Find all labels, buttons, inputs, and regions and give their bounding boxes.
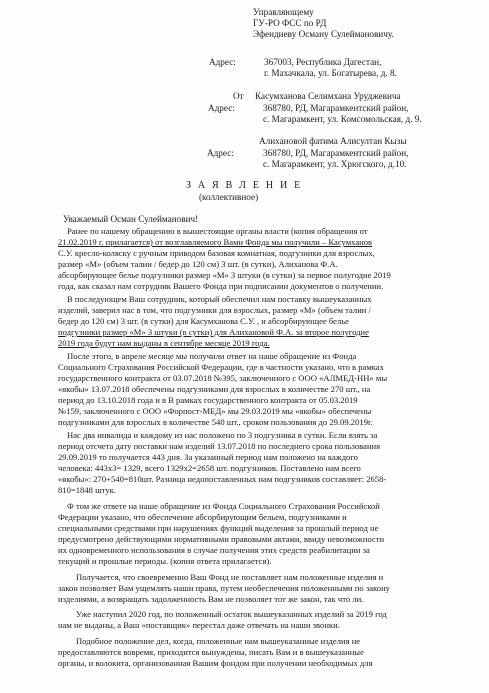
address-2-line-1: 368780, РД, Магарамкентский район, [263,103,409,113]
body-line: специальными средствами при нарушениях функций выделения за прошлый период не [58,523,379,533]
salutation: Уважаемый Осман Сулейманович! [63,214,199,224]
address-label-2: Адрес: [208,103,235,113]
body-line: Получается, что своевременно Ваш Фонд не поставляет нам положенные изделия и [76,572,384,582]
body-line: 29.09.2019 то получается 443 дня. За указанный период нам положено на каждого [58,452,358,462]
address-3-line-2: с. Магарамкент, ул. Хрюгского, д.10. [263,159,407,169]
body-line: Подобное положение дел, когда, положенные нам вышеуказанные изделия не [76,636,361,646]
body-line: органы, и волокита, организованная Вашим фондом при получении необходимых для [58,658,373,668]
body-line: закон позволяет Вам ущемлять наши права, путем необеспечения положенными по закону [58,583,390,593]
body-line: С.У. кресло-коляску с ручным приводом базовая комнатная, подгузники для взрослых, [58,248,375,258]
body-line: «якобы»: 270+540=810шт. Разница недопоставленных нам подгузников составляет: 2658- [58,474,387,484]
document-subtitle: (коллективное) [199,192,259,202]
addressee-line-3: Эфендиеву Осману Сулеймановичу. [253,29,394,39]
body-line: государственного контракта от 03.07.2018 №395, заключенного с ООО «АЛМЕД-НН» мы [58,373,388,383]
body-line: 810=1848 штук. [58,485,116,495]
body-line: период до 13.10.2018 года и в В рамках государственного контракта от 05.03.2019 [58,395,358,405]
body-line: Уже наступил 2020 год, по положенный остаток вышеуказанных изделий за 2019 год [76,609,387,619]
body-line: Ф том же ответе на наше обращение из Фонда Социального Страхования Российской [67,501,380,511]
body-line: подгузники размер «М» 3 штуки (в сутки) для Алихановой Ф.А. за второе полугодие [58,327,369,337]
body-line: №159, заключенного с ООО «Форпост-МЕД» мы 29.03.2019 мы «якобы» обеспечены [58,406,372,416]
body-line: предусмотрено действующими нормативными правовыми актами, ввиду невозможности [58,534,385,544]
address-label-3: Адрес: [207,148,234,158]
body-line: их одновременного использования в случае получения этих средств реабилитации за [58,545,370,555]
body-line: период отсчета дату поставки нам изделий 13.07.2018 по последнего срока пользования [58,441,381,451]
body-line: года, как сказал нам сотрудник Вашего Фонда при подписании документов о получении. [58,281,384,291]
body-line: Нас два инвалида и каждому из нас положено по 3 подгузника в сутки. Если взять за [67,430,378,440]
body-line: «якобы» 13.07.2018 обеспечены подгузниками для взрослых в количестве 270 шт., на [58,384,371,394]
body-line: Федерации указано, что обеспечение абсорбирующим бельем, подгузниками и [58,512,347,522]
body-line: абсорбирующее белье подгузники размер «М» 3 штуки (в сутки) за первое полугодие 2019 [58,270,391,280]
body-line: изделий, заверил нас в том, что подгузники для взрослых, размер «М» (объем талии / [58,305,371,315]
addressee-line-1: Управляющему [253,7,314,17]
body-line: размер «М» (объем талии / бедер до 120 см) 3 шт. (в сутки), Алиханова Ф.А. [58,259,338,269]
body-line: В последующем Ваш сотрудник, который обеспечил нам поставку вышеуказанных [67,294,372,304]
address-1-line-2: г. Махачкала, ул. Богатырева, д. 8. [264,68,397,78]
body-line: 2019 года будут нам выданы в сентябре месяце 2019 года. [58,338,270,348]
addressee-line-2: ГУ-РО ФСС по РД [253,18,327,28]
body-line: бедер до 120 см) 3 шт. (в сутки) для Касумханова С.У. , и абсорбирующее белье [58,316,349,326]
body-line: 21.02.2019 г. прилагается) от возглавляемого Вами Фонда мы получили – Касумханов [58,237,373,247]
from-name-2: Алихановой фатима Алисултан Кызы [259,136,407,146]
body-line: изделиями, а возвращать задолженность Вам не позволяет тот же закон, так что ли. [58,594,364,604]
body-line: После этого, в апреле месяце мы получили ответ на наше обращение из Фонда [67,351,357,361]
address-2-line-2: с. Магарамкент, ул. Комсомольская, д. 9. [263,114,422,124]
body-line: Социального Страхования Российской Федерации, где в частности указано, что в рамках [58,362,384,372]
body-line: предоставляются вовремя, приходится вынуждены, писать Вам и в вышеуказанные [58,647,364,657]
body-line: подгузниками для взрослых в количестве 540 шт., сроком пользования до 29.09.2019г. [58,417,373,427]
from-name-1: Касумханова Селимхана Уруджевича [255,91,401,101]
body-line: текущий и прошлые периоды. (копия ответа прилагается). [58,556,272,566]
address-1-line-1: 367003, Республика Дагестан, [264,57,382,67]
body-line: человека: 443х3= 1329, всего 1329х2=2658 шт. подгузников. Поставлено нам всего [58,463,361,473]
address-label-1: Адрес: [209,57,236,67]
body-line: нам не выданы, а Ваш «поставщик» перестал даже отвечать на наши звонки. [58,620,340,630]
address-3-line-1: 368780, РД, Магарамкентский район, [263,148,409,158]
body-line: Ранее по нашему обращению в вышестоящие органы власти (копия обращения от [67,226,368,236]
document-title: З А Я В Л Е Н И Е [186,180,303,191]
from-label: От [233,91,244,101]
